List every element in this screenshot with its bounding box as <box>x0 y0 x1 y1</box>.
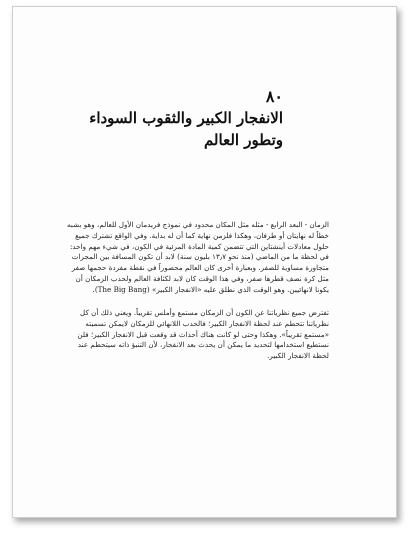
text-line: لحظة الانفجار الكبير. <box>267 351 329 361</box>
text-line: تفترض جميع نظرياتنا عن الكون أن الزمكان مستمع وأملس تقريباً. ويعني ذلك أن كل <box>80 308 329 317</box>
text-line: متجاورة مساوية للصفر. وبعبارة أخرى كان العالم محصوراً في نقطة مفردة حجمها صفر <box>71 263 329 273</box>
text-line: يكونا لانهائيين. وهو الوقت الذي نطلق عليه «الانفجار الكبير» (The Big Bang). <box>92 284 329 294</box>
text-line: في لحظة ما من الماضي (منذ نحو ١٣٫٧ بليون سنة) لابد أن تكون المسافة بين المجرات <box>71 252 329 262</box>
body-paragraph <box>60 220 329 296</box>
chapter-number: ٨٠ <box>265 87 283 106</box>
text-line: مثل كرة نصف قطرها صفر، وفي هذا الوقت كان لابد لكثافة العالم ولحدب الزمكان أن <box>75 273 329 283</box>
chapter-title-line: وتطور العالم <box>203 131 283 149</box>
chapter-title-line: الانفجار الكبير والثقوب السوداء <box>89 109 283 127</box>
book-page <box>12 6 397 518</box>
text-line: الزمان - البعد الرابع - مثله مثل المكان محدود في نموذج فريدمان الأول للعالم، وهو بشبه <box>67 220 329 229</box>
chapter-title <box>73 107 283 151</box>
text-line: حلول معادلات أينشتاين التي تتضمن كمية المادة المرئية في الكون، في شيء مهم واحد: <box>69 241 329 251</box>
text-line: خطاً له نهايتان أو طرفان، وهكذا فلزمن نهاية كما أن له بداية. وفي الواقع تشترك جميع <box>75 230 329 240</box>
body-paragraph <box>60 308 329 362</box>
text-line: نستطيع استخدامها لتحديد ما يمكن أن يحدث بعد الانفجار، لأن التنبؤ ذاته سيتحطم عند <box>77 340 329 350</box>
text-line: نظرياتنا تتحطم عند لحظة الانفجار الكبير؛ فالحدب اللانهائي للزمكان لايمكن تسميته <box>85 318 329 328</box>
text-line: «مستمع تقريباً». وهكذا وحتى لو كانت هناك أحداث قد وقعت قبل الانفجار الكبير؛ فلن <box>77 329 329 339</box>
